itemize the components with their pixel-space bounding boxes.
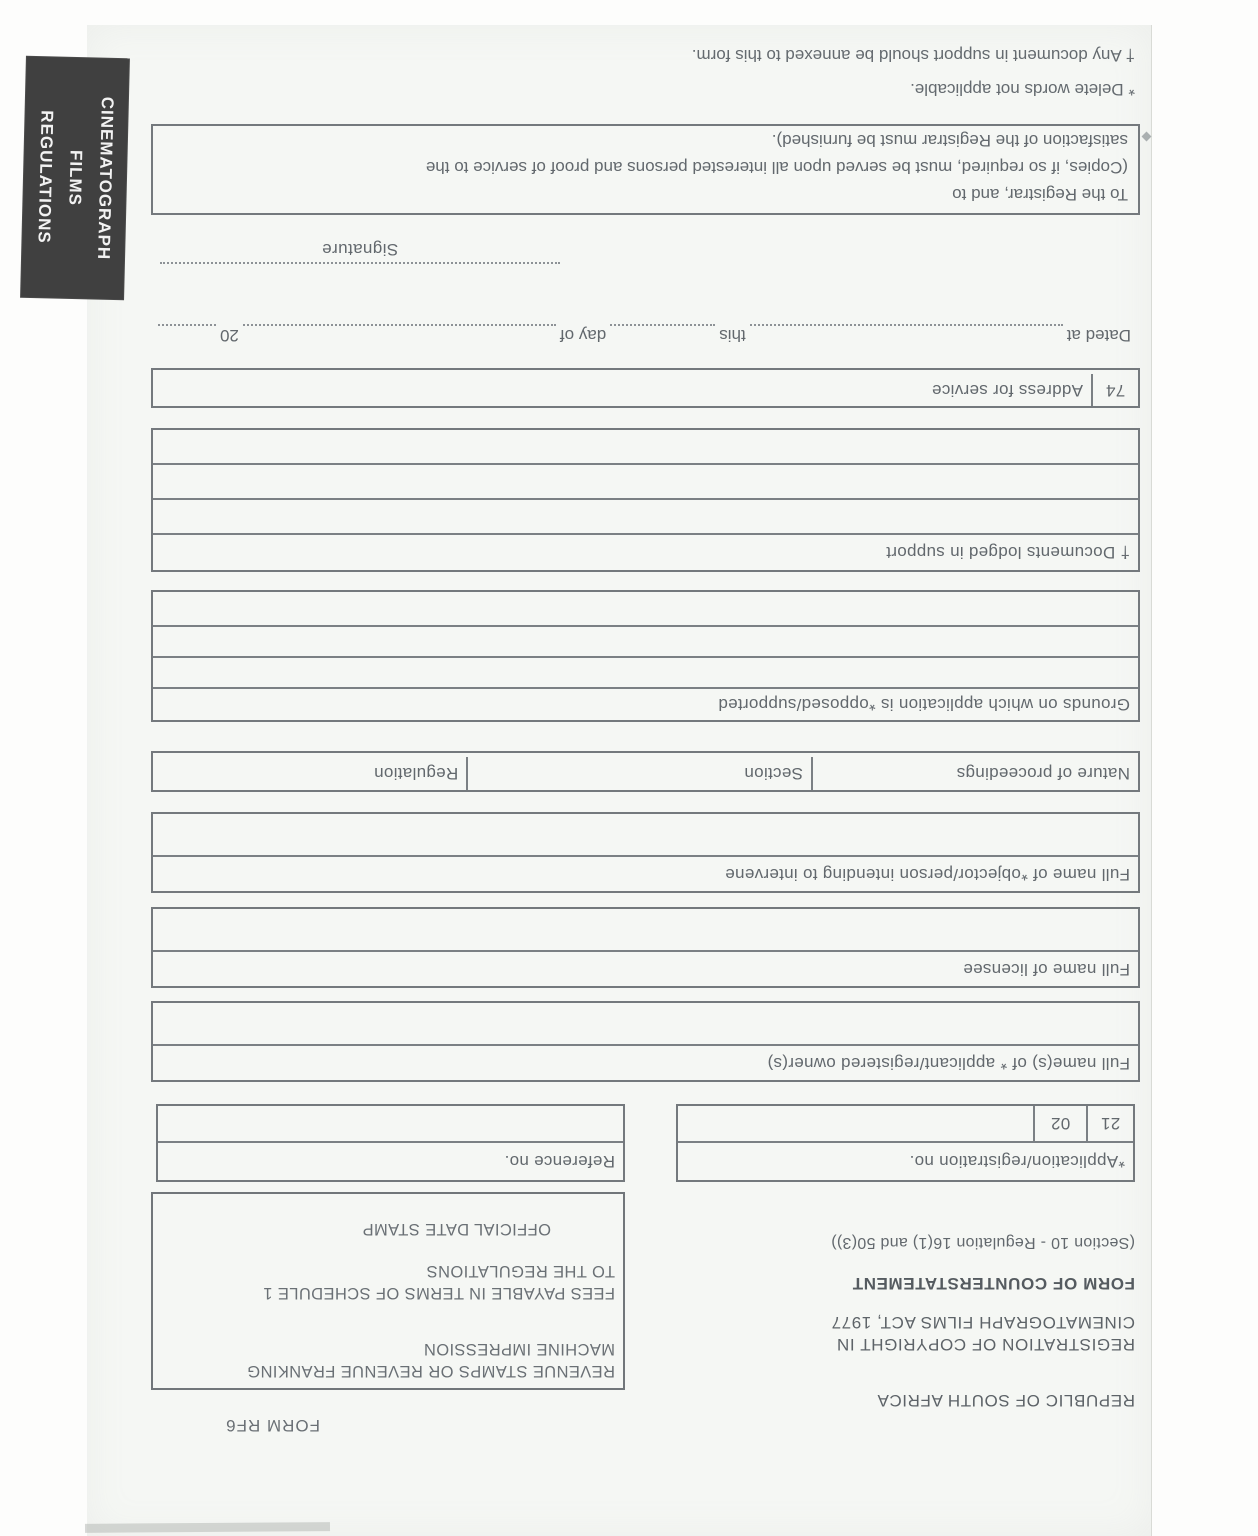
objector-entry-row <box>153 818 1138 857</box>
application-code-cell-1 <box>1088 1106 1133 1141</box>
reference-number-box <box>156 1104 625 1182</box>
application-code-1: 21 <box>1100 1114 1121 1134</box>
application-number-entry-row <box>678 1106 1133 1143</box>
registrar-line1: To the Registrar, and to <box>952 185 1128 204</box>
documents-entry-row-2 <box>153 465 1138 500</box>
reference-number-label-row <box>158 1143 623 1180</box>
grounds-entry-row-3 <box>153 596 1138 627</box>
objector-name-section <box>151 812 1140 893</box>
application-code-cell-2 <box>1035 1106 1088 1141</box>
dated-day-line <box>610 324 715 340</box>
applicant-entry-row <box>153 1007 1138 1046</box>
address-label-cell <box>153 374 1093 406</box>
objector-label: Full name of *objector/person intending to intervene <box>725 865 1130 884</box>
signature-label: Signature <box>321 240 399 259</box>
heading-act-line2: CINEMATOGRAPH FILMS ACT, 1977 <box>831 1313 1135 1332</box>
grounds-label: Grounds on which application is *opposed/supported <box>718 695 1130 715</box>
proceedings-cells-row <box>153 757 1138 790</box>
dated-this: this <box>719 326 746 345</box>
regulation-cell <box>153 757 468 790</box>
footnote-delete-words: * Delete words not applicable. <box>910 80 1135 99</box>
signature-block <box>160 240 560 280</box>
documents-label-row <box>153 535 1138 570</box>
grounds-entry-row-1 <box>153 658 1138 689</box>
application-number-box <box>676 1104 1135 1182</box>
dated-year-prefix: 20 <box>220 326 239 345</box>
revenue-stamps-text <box>247 1338 615 1382</box>
application-number-label: *Application/registration no. <box>909 1152 1125 1172</box>
footnotes <box>692 38 1135 106</box>
regulations-tab-text: CINEMATOGRAPH FILMS REGULATIONS <box>34 96 117 261</box>
registrar-line2: (Copies, if so required, must be served upon all interested persons and proof of service to the <box>425 158 1128 177</box>
grounds-section <box>151 590 1140 722</box>
revenue-stamp-box <box>151 1192 625 1390</box>
reference-number-entry-row <box>158 1106 623 1143</box>
address-cells-row <box>153 374 1138 406</box>
documents-entry-row-3 <box>153 430 1138 465</box>
address-field-number: 74 <box>1105 381 1126 400</box>
dated-place-line <box>750 324 1063 340</box>
licensee-entry-row <box>153 913 1138 952</box>
fees-line2: TO THE REGULATIONS <box>426 1262 615 1280</box>
registrar-service-box <box>151 124 1140 215</box>
application-number-blank-cell <box>678 1106 1035 1141</box>
form-number: FORM RF6 <box>225 1416 320 1435</box>
licensee-label: Full name of licensee <box>963 960 1130 979</box>
applicant-name-section <box>151 1001 1140 1082</box>
address-label: Address for service <box>931 381 1083 400</box>
signature-line <box>160 262 560 280</box>
documents-entry-row-1 <box>153 500 1138 535</box>
dated-line <box>158 324 1135 348</box>
address-field-number-cell <box>1093 374 1138 406</box>
heading-country: REPUBLIC OF SOUTH AFRICA <box>876 1391 1135 1410</box>
nature-of-proceedings-cell <box>813 757 1138 790</box>
dated-month-line <box>243 324 556 340</box>
scan-edge-artifact <box>85 1522 330 1533</box>
applicant-label: Full name(s) of * applicant/registered owner(s) <box>767 1054 1130 1073</box>
revenue-line1: REVENUE STAMPS OR REVENUE FRANKING <box>246 1362 615 1380</box>
documents-label: † Documents lodged in support <box>885 543 1130 563</box>
official-date-stamp-text: OFFICIAL DATE STAMP <box>362 1220 551 1238</box>
grounds-label-row <box>153 689 1138 720</box>
heading-act <box>831 1311 1135 1355</box>
objector-label-row <box>153 857 1138 891</box>
heading-act-line1: REGISTRATION OF COPYRIGHT IN <box>836 1335 1135 1354</box>
section-reference: (Section 10 - Regulation 16(1) and 50(3)) <box>830 1234 1135 1251</box>
application-code-2: 02 <box>1050 1114 1071 1134</box>
section-cell <box>468 757 813 790</box>
regulation-label: Regulation <box>373 764 459 784</box>
grounds-entry-row-2 <box>153 627 1138 658</box>
documents-section <box>151 428 1140 572</box>
application-number-label-row <box>678 1143 1133 1180</box>
form-title: FORM OF COUNTERSTATEMENT <box>852 1274 1135 1293</box>
dated-prefix: Dated at <box>1066 326 1131 345</box>
reference-number-label: Reference no. <box>504 1152 615 1172</box>
applicant-label-row <box>153 1046 1138 1080</box>
revenue-line2: MACHINE IMPRESSION <box>423 1340 615 1358</box>
registrar-line3: satisfaction of the Registrar must be furnished). <box>771 131 1128 150</box>
footnote-annexed: † Any document in support should be annexed to this form. <box>691 46 1135 65</box>
licensee-label-row <box>153 952 1138 986</box>
fees-line1: FEES PAYABLE IN TERMS OF SCHEDULE 1 <box>262 1284 615 1302</box>
dated-year-line <box>158 324 216 340</box>
fees-payable-text <box>263 1260 615 1304</box>
nature-of-proceedings-label: Nature of proceedings <box>956 764 1130 784</box>
section-label: Section <box>744 764 803 784</box>
licensee-name-section <box>151 907 1140 988</box>
proceedings-row <box>151 751 1140 792</box>
dated-day-of: day of <box>559 326 607 345</box>
regulations-side-tab <box>21 57 129 299</box>
address-for-service-row <box>151 368 1140 408</box>
